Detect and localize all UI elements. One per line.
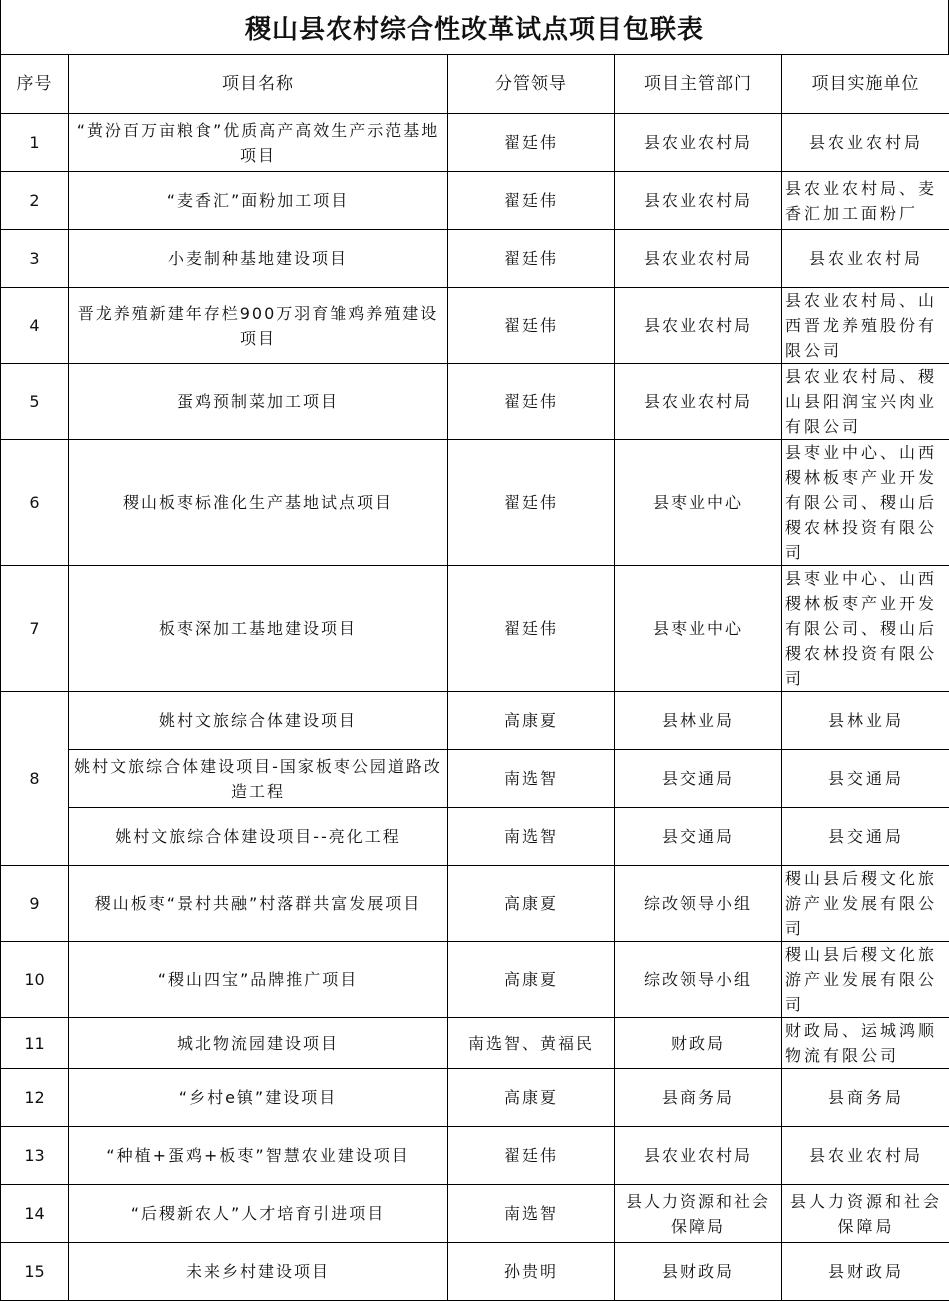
row-seq: 6: [1, 440, 69, 566]
page-title: 稷山县农村综合性改革试点项目包联表: [0, 0, 949, 54]
table-row: [1, 942, 949, 1018]
table-row: [1, 1185, 949, 1243]
row-seq: 1: [1, 114, 69, 172]
row-dept: 县农业农村局: [615, 288, 782, 364]
row-project-name: “黄汾百万亩粮食”优质高产高效生产示范基地项目: [69, 114, 448, 172]
row-dept: 县农业农村局: [615, 230, 782, 288]
row-project-name: 姚村文旅综合体建设项目--亮化工程: [69, 808, 448, 866]
table-row: [1, 440, 949, 566]
row-unit: 县农业农村局: [782, 230, 949, 288]
row-dept: 县枣业中心: [615, 566, 782, 692]
row-unit: 县农业农村局、山西晋龙养殖股份有限公司: [782, 288, 949, 364]
row-leader: 南选智: [448, 1185, 615, 1243]
row-unit: 县农业农村局: [782, 1127, 949, 1185]
row-dept: 县农业农村局: [615, 114, 782, 172]
row-unit: 县交通局: [782, 750, 949, 808]
row-project-name: 未来乡村建设项目: [69, 1243, 448, 1301]
row-leader: 高康夏: [448, 942, 615, 1018]
table-row: [1, 114, 949, 172]
row-seq: 14: [1, 1185, 69, 1243]
row-dept: 县商务局: [615, 1069, 782, 1127]
row-project-name: 姚村文旅综合体建设项目: [69, 692, 448, 750]
row-project-name: 稷山板枣标准化生产基地试点项目: [69, 440, 448, 566]
row-leader: 翟廷伟: [448, 288, 615, 364]
row-dept: 县交通局: [615, 750, 782, 808]
row-leader: 翟廷伟: [448, 566, 615, 692]
table-row: [1, 1018, 949, 1069]
row-unit: 稷山县后稷文化旅游产业发展有限公司: [782, 866, 949, 942]
row-dept: 县枣业中心: [615, 440, 782, 566]
row-seq: 15: [1, 1243, 69, 1301]
row-seq: 10: [1, 942, 69, 1018]
header-dept: 项目主管部门: [615, 55, 782, 114]
table-row: [1, 750, 949, 808]
header-name: 项目名称: [69, 55, 448, 114]
row-leader: 高康夏: [448, 866, 615, 942]
header-leader: 分管领导: [448, 55, 615, 114]
row-unit: 县交通局: [782, 808, 949, 866]
row-unit: 县农业农村局、麦香汇加工面粉厂: [782, 172, 949, 230]
row-leader: 翟廷伟: [448, 1127, 615, 1185]
row-project-name: “稷山四宝”品牌推广项目: [69, 942, 448, 1018]
row-seq: 4: [1, 288, 69, 364]
row-project-name: “乡村e镇”建设项目: [69, 1069, 448, 1127]
row-leader: 高康夏: [448, 692, 615, 750]
row-leader: 南选智: [448, 750, 615, 808]
row-seq: 13: [1, 1127, 69, 1185]
row-seq: 8: [1, 692, 69, 866]
row-project-name: 稷山板枣“景村共融”村落群共富发展项目: [69, 866, 448, 942]
row-seq: 11: [1, 1018, 69, 1069]
row-dept: 县农业农村局: [615, 1127, 782, 1185]
table-row: [1, 1069, 949, 1127]
table-row: [1, 288, 949, 364]
row-seq: 9: [1, 866, 69, 942]
table-row: [1, 1243, 949, 1301]
row-leader: 翟廷伟: [448, 172, 615, 230]
row-dept: 县交通局: [615, 808, 782, 866]
row-dept: 县林业局: [615, 692, 782, 750]
row-project-name: 小麦制种基地建设项目: [69, 230, 448, 288]
table-row: [1, 230, 949, 288]
row-leader: 高康夏: [448, 1069, 615, 1127]
table-row: [1, 364, 949, 440]
row-seq: 12: [1, 1069, 69, 1127]
row-unit: 稷山县后稷文化旅游产业发展有限公司: [782, 942, 949, 1018]
row-unit: 县商务局: [782, 1069, 949, 1127]
row-unit: 县枣业中心、山西稷林板枣产业开发有限公司、稷山后稷农林投资有限公司: [782, 566, 949, 692]
row-unit: 县枣业中心、山西稷林板枣产业开发有限公司、稷山后稷农林投资有限公司: [782, 440, 949, 566]
table-row: [1, 692, 949, 750]
row-seq: 3: [1, 230, 69, 288]
row-leader: 翟廷伟: [448, 114, 615, 172]
row-dept: 县农业农村局: [615, 172, 782, 230]
table-row: [1, 1127, 949, 1185]
row-unit: 县农业农村局: [782, 114, 949, 172]
row-dept: 县人力资源和社会保障局: [615, 1185, 782, 1243]
row-project-name: 姚村文旅综合体建设项目-国家板枣公园道路改造工程: [69, 750, 448, 808]
row-unit: 县林业局: [782, 692, 949, 750]
row-unit: 县农业农村局、稷山县阳润宝兴肉业有限公司: [782, 364, 949, 440]
project-table: [0, 54, 949, 1301]
header-row: [1, 55, 949, 114]
row-project-name: “麦香汇”面粉加工项目: [69, 172, 448, 230]
row-leader: 翟廷伟: [448, 230, 615, 288]
row-project-name: 板枣深加工基地建设项目: [69, 566, 448, 692]
row-project-name: “种植+蛋鸡+板枣”智慧农业建设项目: [69, 1127, 448, 1185]
header-unit: 项目实施单位: [782, 55, 949, 114]
row-project-name: 晋龙养殖新建年存栏900万羽育雏鸡养殖建设项目: [69, 288, 448, 364]
row-leader: 南选智: [448, 808, 615, 866]
table-row: [1, 866, 949, 942]
table-row: [1, 172, 949, 230]
row-seq: 7: [1, 566, 69, 692]
row-unit: 县人力资源和社会保障局: [782, 1185, 949, 1243]
row-unit: 县财政局: [782, 1243, 949, 1301]
row-seq: 5: [1, 364, 69, 440]
row-dept: 县财政局: [615, 1243, 782, 1301]
row-project-name: “后稷新农人”人才培育引进项目: [69, 1185, 448, 1243]
row-leader: 孙贵明: [448, 1243, 615, 1301]
row-dept: 县农业农村局: [615, 364, 782, 440]
row-project-name: 城北物流园建设项目: [69, 1018, 448, 1069]
row-dept: 财政局: [615, 1018, 782, 1069]
row-seq: 2: [1, 172, 69, 230]
row-dept: 综改领导小组: [615, 866, 782, 942]
row-project-name: 蛋鸡预制菜加工项目: [69, 364, 448, 440]
table-row: [1, 566, 949, 692]
row-leader: 南选智、黄福民: [448, 1018, 615, 1069]
table-row: [1, 808, 949, 866]
row-dept: 综改领导小组: [615, 942, 782, 1018]
row-leader: 翟廷伟: [448, 440, 615, 566]
row-unit: 财政局、运城鸿顺物流有限公司: [782, 1018, 949, 1069]
row-leader: 翟廷伟: [448, 364, 615, 440]
header-seq: 序号: [1, 55, 69, 114]
